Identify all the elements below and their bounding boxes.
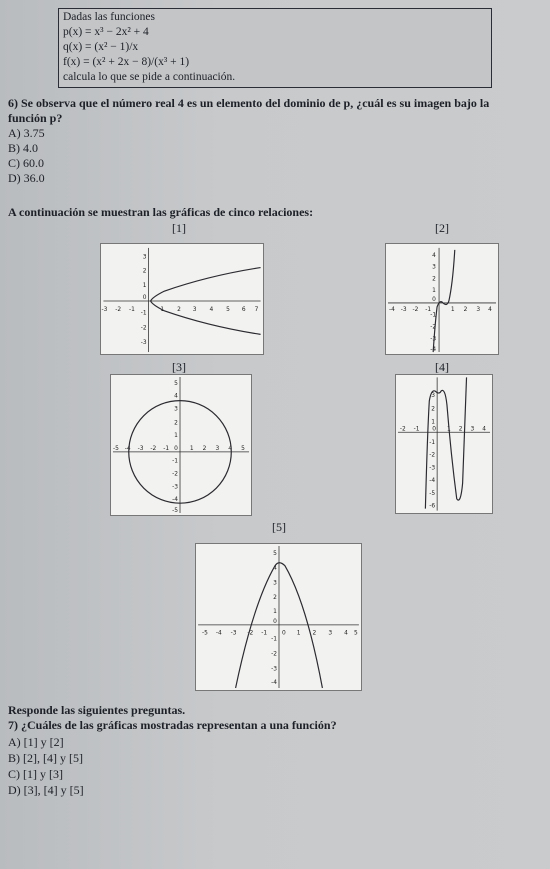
graph-4-label: [4]	[435, 360, 449, 374]
g4-xtick: -2	[399, 426, 406, 433]
g5-ytick: 0	[273, 618, 277, 625]
g4-ytick: 3	[431, 392, 435, 399]
question-6-line2: función p?	[8, 111, 63, 125]
graph-5	[195, 543, 362, 691]
graph-4	[395, 374, 493, 514]
q7-option-d[interactable]: D) [3], [4] y [5]	[8, 783, 84, 797]
g4-ytick: 1	[431, 419, 435, 426]
g5-ytick: -3	[271, 666, 277, 673]
q6-option-b[interactable]: B) 4.0	[8, 141, 38, 155]
graph-2-label: [2]	[435, 221, 449, 235]
g3-xtick: -5	[112, 445, 119, 452]
g5-xtick: -5	[202, 630, 208, 637]
g4-ytick: 2	[431, 406, 435, 413]
g2-xtick: 1	[450, 306, 455, 313]
g3-xtick: 2	[202, 445, 207, 452]
g5-ytick: -1	[271, 636, 277, 643]
g3-ytick: -5	[172, 508, 179, 515]
g5-ytick: 4	[273, 565, 277, 572]
g5-ytick: 1	[273, 609, 277, 616]
g3-ytick: -2	[172, 471, 179, 478]
g3-xtick: 1	[189, 445, 194, 452]
g5-xtick: -1	[261, 630, 268, 637]
graph-1	[100, 243, 264, 355]
g3-xtick: 3	[215, 445, 220, 452]
g4-ytick: -2	[429, 452, 436, 459]
g5-xtick: 0	[281, 630, 286, 637]
functions-title: Dadas las funciones	[63, 11, 155, 23]
g5-xtick: 2	[312, 630, 317, 637]
g5-xtick: 4	[344, 630, 348, 637]
g1-ytick: 1	[142, 283, 147, 290]
g3-ytick: -4	[172, 497, 179, 504]
q7-option-c[interactable]: C) [1] y [3]	[8, 767, 63, 781]
question-7-text: 7) ¿Cuáles de las gráficas mostradas representan a una función?	[8, 718, 337, 732]
g2-ytick: -2	[430, 324, 437, 331]
g3-ytick: 4	[174, 393, 178, 400]
instruction-text: calcula lo que se pide a continuación.	[63, 71, 236, 83]
g4-xtick: 0	[432, 426, 436, 433]
graphs-intro: A continuación se muestran las gráficas de cinco relaciones:	[8, 205, 314, 219]
g1-xtick: 4	[209, 306, 214, 313]
function-p: p(x) = x³ − 2x² + 4	[63, 26, 149, 38]
g2-xtick: -4	[388, 306, 395, 313]
g4-xtick: 3	[470, 426, 475, 433]
g1-xtick: 5	[226, 306, 230, 313]
g2-ytick: 1	[432, 288, 436, 295]
g2-ytick: -1	[430, 312, 437, 319]
function-q: q(x) = (x² − 1)/x	[63, 41, 139, 53]
g1-xtick: 3	[192, 306, 197, 313]
g2-xtick: -1	[425, 306, 432, 313]
functions-box	[58, 8, 492, 88]
g1-ytick: -3	[140, 340, 147, 347]
g3-xtick: 0	[174, 445, 178, 452]
g5-xtick: -3	[230, 630, 237, 637]
graph-3-label: [3]	[172, 360, 186, 374]
g3-xtick: 4	[228, 445, 233, 452]
g3-xtick: -1	[163, 445, 170, 452]
g1-ytick: -1	[140, 310, 147, 317]
g1-xtick: -2	[115, 306, 122, 313]
q6-option-c[interactable]: C) 60.0	[8, 156, 44, 170]
graph-2	[385, 243, 499, 355]
g3-ytick: 3	[174, 406, 178, 413]
g5-ytick: 5	[273, 550, 277, 557]
g3-xtick: 5	[241, 445, 245, 452]
graph-3	[110, 374, 252, 516]
g4-xtick: 2	[458, 426, 463, 433]
g5-ytick: -4	[271, 680, 277, 687]
graph-1-label: [1]	[172, 221, 186, 235]
g2-ytick: 2	[432, 276, 436, 283]
g2-ytick: -4	[430, 347, 437, 354]
g2-xtick: -3	[400, 306, 407, 313]
g3-ytick: -1	[172, 458, 179, 465]
function-f: f(x) = (x² + 2x − 8)/(x³ + 1)	[63, 56, 190, 68]
g3-ytick: -3	[172, 484, 179, 491]
responde-heading: Responde las siguientes preguntas.	[8, 703, 186, 717]
g3-ytick: 2	[174, 420, 178, 427]
g5-ytick: 2	[273, 595, 277, 602]
question-6-line1: 6) Se observa que el número real 4 es un elemento del dominio de p, ¿cuál es su imagen bajo la	[8, 96, 490, 110]
g1-xtick: 6	[241, 306, 246, 313]
q6-option-d[interactable]: D) 36.0	[8, 171, 45, 185]
g4-ytick: -1	[429, 440, 436, 446]
g4-ytick: -3	[429, 465, 436, 472]
g1-ytick: 3	[142, 254, 147, 261]
g5-ytick: 3	[273, 580, 277, 587]
g5-xtick: 3	[328, 630, 333, 637]
g4-ytick: -5	[429, 490, 436, 497]
g1-xtick: -3	[101, 306, 108, 313]
g5-xtick: 5	[353, 630, 358, 637]
g3-xtick: -4	[124, 445, 131, 452]
g5-xtick: -4	[215, 630, 222, 637]
g4-ytick: -4	[429, 478, 436, 485]
g1-ytick: 0	[142, 295, 147, 301]
g5-xtick: -2	[247, 630, 254, 637]
g2-ytick: -3	[430, 336, 437, 343]
g4-xtick: 4	[482, 426, 486, 433]
g4-xtick: -1	[413, 426, 420, 433]
g3-xtick: -3	[137, 445, 144, 452]
g2-xtick: 3	[476, 306, 481, 313]
g4-xtick: 1	[446, 426, 451, 433]
g2-ytick: 0	[432, 296, 436, 303]
g5-xtick: 1	[296, 630, 301, 637]
g4-ytick: -6	[429, 503, 436, 510]
g3-ytick: 5	[174, 380, 178, 387]
g5-ytick: -2	[271, 651, 277, 658]
q7-option-a[interactable]: A) [1] y [2]	[8, 735, 64, 749]
graph-5-label: [5]	[272, 520, 286, 534]
g1-xtick: 1	[160, 306, 165, 313]
g2-xtick: 4	[488, 306, 492, 313]
q6-option-a[interactable]: A) 3.75	[8, 126, 45, 140]
g1-xtick: 7	[254, 306, 259, 313]
g2-xtick: 2	[463, 306, 468, 313]
g1-xtick: -1	[128, 306, 135, 313]
g3-ytick: 1	[174, 433, 178, 440]
g2-xtick: -2	[412, 306, 419, 313]
g1-ytick: 2	[142, 268, 147, 275]
g3-xtick: -2	[150, 445, 157, 452]
g2-ytick: 4	[432, 252, 436, 259]
q7-option-b[interactable]: B) [2], [4] y [5]	[8, 751, 83, 765]
g1-xtick: 2	[177, 306, 181, 313]
g2-ytick: 3	[432, 264, 436, 271]
g1-ytick: -2	[140, 325, 147, 332]
